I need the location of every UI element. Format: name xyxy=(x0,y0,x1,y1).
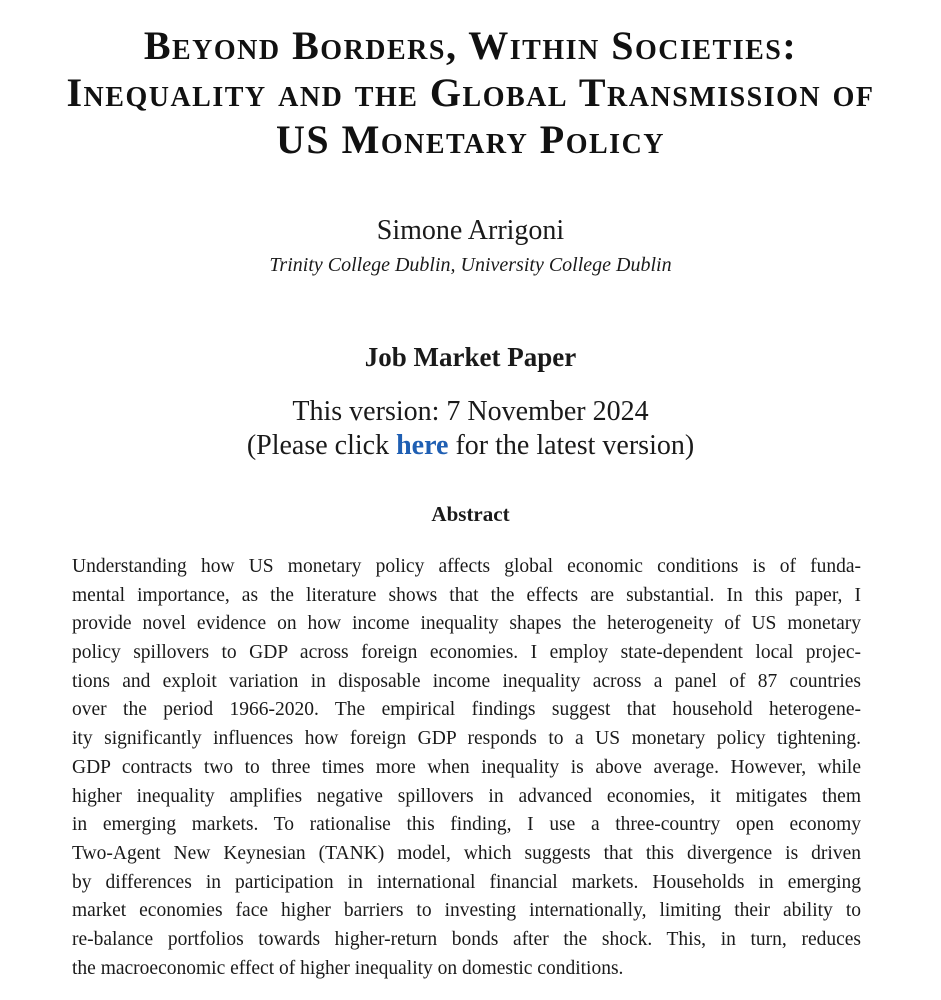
latest-version-link[interactable]: here xyxy=(396,430,449,461)
abstract-line: over the period 1966-2020. The empirical findings suggest that household heterogene- xyxy=(72,699,861,721)
abstract-line: policy spillovers to GDP across foreign economies. I employ state-dependent local projec- xyxy=(72,642,861,664)
latest-version-prefix: (Please click xyxy=(246,430,397,461)
abstract-line: by differences in participation in international financial markets. Households in emerging xyxy=(72,871,861,893)
abstract-line: Two-Agent New Keynesian (TANK) model, which suggests that this divergence is driven xyxy=(72,842,861,864)
author-affiliation: Trinity College Dublin, University College Dublin xyxy=(269,254,672,276)
abstract-heading: Abstract xyxy=(431,502,510,526)
paper-title xyxy=(0,22,941,163)
abstract-line: the macroeconomic effect of higher inequality on domestic conditions. xyxy=(72,957,624,979)
version-date: This version: 7 November 2024 xyxy=(292,396,649,427)
title-line: US Monetary Policy xyxy=(275,117,666,162)
abstract-line: higher inequality amplifies negative spillovers in advanced economies, it mitigates them xyxy=(72,785,861,807)
paper-type-label: Job Market Paper xyxy=(364,342,577,372)
abstract-line: GDP contracts two to three times more when inequality is above average. However, while xyxy=(72,756,861,778)
abstract-line: Understanding how US monetary policy affects global economic conditions is of funda- xyxy=(72,556,861,577)
title-line: Inequality and the Global Transmission of xyxy=(66,70,875,115)
abstract-line: tions and exploit variation in disposable income inequality across a panel of 87 countries xyxy=(72,670,861,692)
abstract-line: re-balance portfolios towards higher-return bonds after the shock. This, in turn, reduces xyxy=(72,928,861,950)
abstract-line: mental importance, as the literature shows that the effects are substantial. In this paper, I xyxy=(72,584,861,606)
abstract-line: market economies face higher barriers to investing internationally, limiting their ability to xyxy=(72,900,861,922)
latest-version-suffix: for the latest version) xyxy=(448,430,695,461)
title-line: Beyond Borders, Within Societies: xyxy=(143,23,798,68)
abstract-line: in emerging markets. To rationalise this finding, I use a three-country open economy xyxy=(72,814,861,836)
author-name: Simone Arrigoni xyxy=(376,215,565,246)
latest-version-note xyxy=(0,429,941,462)
abstract-line: ity significantly influences how foreign GDP responds to a US monetary policy tightening. xyxy=(72,728,861,750)
abstract-body xyxy=(72,553,861,983)
abstract-line: provide novel evidence on how income inequality shapes the heterogeneity of US monetary xyxy=(72,613,861,635)
